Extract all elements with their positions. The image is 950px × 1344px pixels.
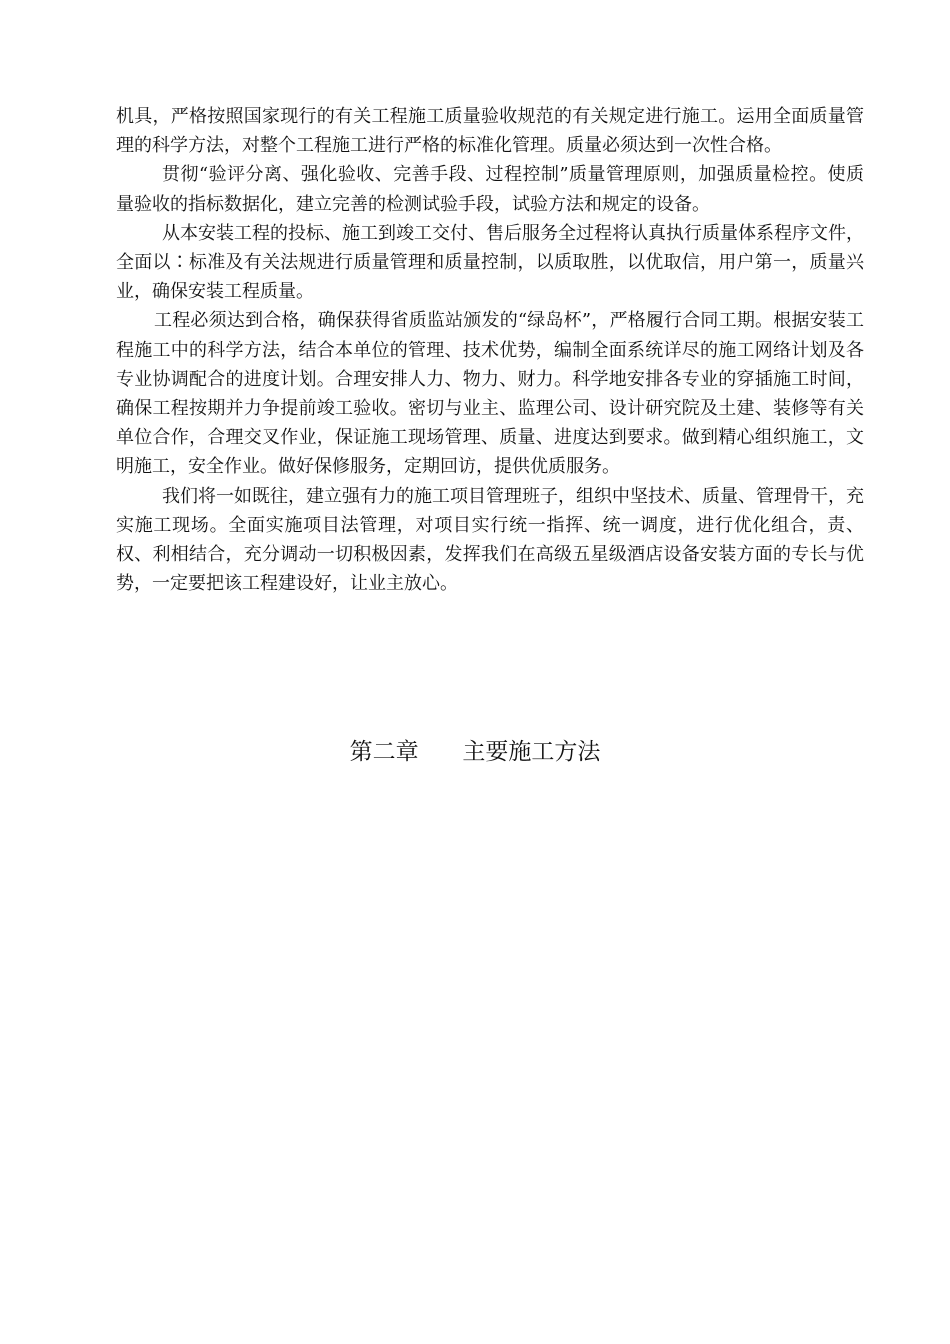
paragraph-commitment: 我们将一如既往，建立强有力的施工项目管理班子，组织中坚技术、质量、管理骨干，充实施工现场。全面实施项目法管理，对项目实行统一指挥、统一调度，进行优化组合，责、权、利相结合，充分调动一切积极因素，发挥我们在高级五星级酒店设备安装方面的专长与优势，一定要把该工程建设好，让业主放心。 bbox=[116, 485, 864, 595]
paragraph-quality-system: 从本安装工程的投标、施工到竣工交付、售后服务全过程将认真执行质量体系程序文件，全面以∶标准及有关法规进行质量管理和质量控制，以质取胜，以优取信，用户第一，质量兴业，确保安装工程质量。 bbox=[116, 222, 864, 303]
paragraph-quality-principle: 贯彻“验评分离、强化验收、完善手段、过程控制”质量管理原则，加强质量检控。使质量验收的指标数据化，建立完善的检测试验手段，试验方法和规定的设备。 bbox=[116, 164, 864, 215]
body-text bbox=[116, 102, 864, 598]
paragraph-quality-inspection: 机具，严格按照国家现行的有关工程施工质量验收规范的有关规定进行施工。运用全面质量管理的科学方法，对整个工程施工进行严格的标准化管理。质量必须达到一次性合格。 bbox=[116, 106, 864, 157]
paragraph-schedule-plan: 工程必须达到合格，确保获得省质监站颁发的“绿岛杯”，严格履行合同工期。根据安装工程施工中的科学方法，结合本单位的管理、技术优势，编制全面系统详尽的施工网络计划及各专业协调配合的进度计划。合理安排人力、物力、财力。科学地安排各专业的穿插施工时间，确保工程按期并力争提前竣工验收。密切与业主、监理公司、设计研究院及土建、装修等有关单位合作，合理交叉作业，保证施工现场管理、质量、进度达到要求。做到精心组织施工，文明施工，安全作业。做好保修服务，定期回访，提供优质服务。 bbox=[116, 310, 864, 478]
chapter-title: 第二章 主要施工方法 bbox=[349, 739, 601, 765]
